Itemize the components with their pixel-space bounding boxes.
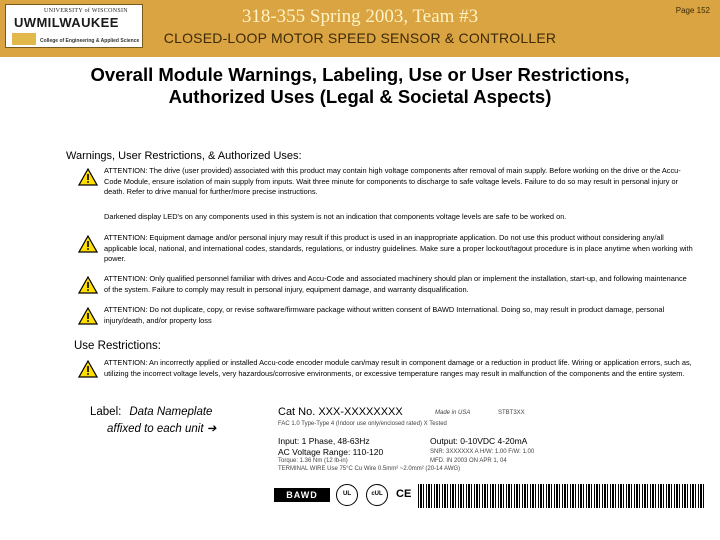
warning-note: Darkened display LED's on any components used in this system is not an indication that components voltage levels are safe to be worked on. bbox=[104, 212, 567, 221]
title-line-1: Overall Module Warnings, Labeling, Use or User Restrictions, bbox=[90, 64, 630, 85]
use-restrictions-heading: Use Restrictions: bbox=[74, 340, 161, 352]
nameplate-ac-range: AC Voltage Range: 110-120 bbox=[278, 447, 384, 457]
label-caption-rest: Data Nameplate bbox=[129, 406, 213, 418]
header-subtitle: CLOSED-LOOP MOTOR SPEED SENSOR & CONTROLLER bbox=[163, 30, 557, 46]
logo-flag bbox=[12, 33, 36, 45]
barcode-image bbox=[418, 484, 706, 508]
nameplate-rev: SNR: 3XXXXXX A H/W: 1.00 F/W: 1.00 bbox=[430, 449, 535, 455]
use-item-1 bbox=[78, 358, 693, 379]
label-caption bbox=[90, 406, 212, 418]
nameplate-mfd: MFD. IN 2003 ON APR 1, 04 bbox=[430, 458, 507, 464]
warning-item-4 bbox=[78, 305, 693, 326]
header-title: 318-355 Spring 2003, Team #3 bbox=[241, 6, 479, 27]
nameplate-cat: Cat No. XXX-XXXXXXXX bbox=[278, 406, 403, 418]
warning-triangle-icon bbox=[78, 276, 98, 294]
cul-cert-icon: cUL bbox=[366, 484, 388, 506]
nameplate-serial: STBT3XX bbox=[498, 410, 525, 416]
nameplate-output: Output: 0-10VDC 4-20mA bbox=[430, 436, 528, 446]
warning-triangle-icon bbox=[78, 360, 98, 378]
logo-line-1: UNIVERSITY of WISCONSIN bbox=[44, 8, 128, 14]
warning-text-4: ATTENTION: Do not duplicate, copy, or revise software/firmware package without written consent of BAWD International. Doing so, may result in product damage, personal injury/death, and/or property loss bbox=[104, 305, 665, 325]
nameplate-line2: FAC 1.0 Type-Type 4 (Indoor use only/enclosed rated) X Tested bbox=[278, 421, 447, 427]
logo-line-3: College of Engineering & Applied Science bbox=[40, 38, 140, 44]
bawd-brand-logo: BAWD bbox=[274, 488, 330, 502]
use-text-1: ATTENTION: An incorrectly applied or installed Accu-code encoder module can/may result in component damage or a reduction in product life. Wiring or application errors, such as, utilizing the incorrect voltage levels, very hazardous/corrosive environments, or excessive temperature ranges may result in malfunction of the components and the entire system. bbox=[104, 358, 692, 378]
warning-triangle-icon bbox=[78, 235, 98, 253]
warning-item-2 bbox=[78, 233, 693, 265]
nameplate-temp-wire: TERMINAL WIRE Use 75°C Cu Wire 0.5mm² ~2.0mm² (20-14 AWG) bbox=[278, 466, 461, 472]
logo-line-2: UWMILWAUKEE bbox=[14, 15, 119, 30]
warning-item-1 bbox=[78, 166, 693, 198]
warning-text-2: ATTENTION: Equipment damage and/or personal injury may result if this product is used in an inappropriate application. Do not use this product without considering any/all applicable local, national, and international codes, standards, regulations, or industry guidelines. Make sure a proper lockout/tagout procedure is in place anytime when working with power. bbox=[104, 233, 693, 263]
warnings-heading: Warnings, User Restrictions, & Authorized Uses: bbox=[66, 150, 302, 162]
page-title bbox=[14, 64, 706, 108]
warning-text-1: ATTENTION: The drive (user provided) associated with this product may contain high voltage components after removal of main supply. Before working on the drive or the Accu-Code Module, ensure isolation of main supply from inputs. Wait three minute for components to discharge to safe voltage levels. Failure to do so may result in personal injury or death. Refer to drive manual for further/more precise instructions. bbox=[104, 166, 681, 196]
warning-item-3 bbox=[78, 274, 693, 295]
warning-text-3: ATTENTION: Only qualified personnel familiar with drives and Accu-Code and associated machinery should plan or implement the installation, start-up, and following maintenance of the system. Failure to comply may result in personal injury, equipment damage, and warranty disqualification. bbox=[104, 274, 687, 294]
label-caption-label: Label: bbox=[90, 406, 122, 418]
data-nameplate bbox=[270, 404, 710, 514]
ce-mark-icon: CE bbox=[396, 488, 412, 500]
label-caption-line-2: affixed to each unit ➔ bbox=[107, 423, 217, 435]
header-band bbox=[0, 0, 720, 57]
title-line-2: Authorized Uses (Legal & Societal Aspects) bbox=[168, 86, 552, 107]
warning-triangle-icon bbox=[78, 307, 98, 325]
nameplate-torque: Torque: 1.36 Nm (12 lb-in) bbox=[278, 458, 348, 464]
university-logo bbox=[5, 4, 143, 48]
nameplate-input: Input: 1 Phase, 48-63Hz bbox=[278, 436, 370, 446]
page-number: Page 152 bbox=[675, 6, 710, 15]
ul-cert-icon: UL bbox=[336, 484, 358, 506]
nameplate-model: Made in USA bbox=[435, 410, 471, 416]
warning-triangle-icon bbox=[78, 168, 98, 186]
